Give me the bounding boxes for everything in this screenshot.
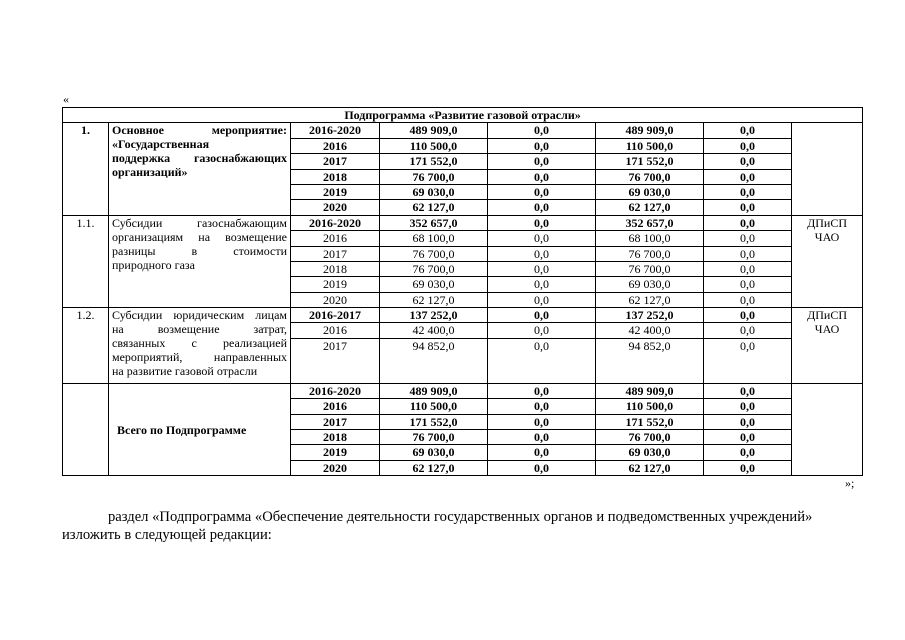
regional-cell: 69 030,0	[596, 445, 704, 460]
federal-cell: 0,0	[488, 123, 596, 138]
table-title: Подпрограмма «Развитие газовой отрасли»	[63, 108, 863, 123]
local-cell: 0,0	[704, 308, 792, 323]
total-cell: 94 852,0	[380, 338, 488, 383]
period-cell: 2020	[291, 460, 380, 475]
regional-cell: 69 030,0	[596, 184, 704, 199]
total-cell: 68 100,0	[380, 231, 488, 246]
local-cell: 0,0	[704, 231, 792, 246]
federal-cell: 0,0	[488, 445, 596, 460]
activity-description: Субсидии газоснабжающим организациям на возмещение разницы в стоимости природного газа	[109, 215, 291, 307]
local-cell: 0,0	[704, 246, 792, 261]
row-number: 1.1.	[63, 215, 109, 307]
period-cell: 2016-2020	[291, 215, 380, 230]
local-cell: 0,0	[704, 169, 792, 184]
regional-cell: 76 700,0	[596, 261, 704, 276]
regional-cell: 489 909,0	[596, 123, 704, 138]
local-cell: 0,0	[704, 200, 792, 215]
federal-cell: 0,0	[488, 308, 596, 323]
local-cell: 0,0	[704, 184, 792, 199]
period-cell: 2019	[291, 445, 380, 460]
total-cell: 171 552,0	[380, 414, 488, 429]
activity-description: Основное мероприятие: «Государственная поддержка газоснабжающих организаций»	[109, 123, 291, 215]
responsible-cell: ДПиСП ЧАО	[792, 308, 863, 384]
total-cell: 110 500,0	[380, 399, 488, 414]
federal-cell: 0,0	[488, 292, 596, 307]
local-cell: 0,0	[704, 338, 792, 383]
federal-cell: 0,0	[488, 383, 596, 398]
period-cell: 2016	[291, 323, 380, 338]
period-cell: 2019	[291, 277, 380, 292]
local-cell: 0,0	[704, 460, 792, 475]
period-cell: 2017	[291, 338, 380, 383]
regional-cell: 42 400,0	[596, 323, 704, 338]
total-cell: 489 909,0	[380, 383, 488, 398]
responsible-cell	[792, 123, 863, 215]
period-cell: 2017	[291, 246, 380, 261]
regional-cell: 62 127,0	[596, 200, 704, 215]
period-cell: 2016	[291, 138, 380, 153]
local-cell: 0,0	[704, 215, 792, 230]
local-cell: 0,0	[704, 383, 792, 398]
regional-cell: 62 127,0	[596, 460, 704, 475]
regional-cell: 76 700,0	[596, 430, 704, 445]
total-label: Всего по Подпрограмме	[109, 383, 291, 475]
regional-cell: 110 500,0	[596, 399, 704, 414]
period-cell: 2016-2020	[291, 123, 380, 138]
body-paragraph	[62, 508, 862, 544]
total-cell: 76 700,0	[380, 169, 488, 184]
table-row	[63, 215, 863, 230]
total-cell: 42 400,0	[380, 323, 488, 338]
local-cell: 0,0	[704, 399, 792, 414]
federal-cell: 0,0	[488, 154, 596, 169]
federal-cell: 0,0	[488, 138, 596, 153]
period-cell: 2016-2020	[291, 383, 380, 398]
local-cell: 0,0	[704, 445, 792, 460]
regional-cell: 171 552,0	[596, 154, 704, 169]
paragraph-line-2: изложить в следующей редакции:	[62, 527, 272, 543]
table-row	[63, 123, 863, 138]
total-cell: 62 127,0	[380, 200, 488, 215]
regional-cell: 76 700,0	[596, 246, 704, 261]
regional-cell: 110 500,0	[596, 138, 704, 153]
responsible-cell: ДПиСП ЧАО	[792, 215, 863, 307]
local-cell: 0,0	[704, 430, 792, 445]
period-cell: 2018	[291, 169, 380, 184]
period-cell: 2018	[291, 430, 380, 445]
local-cell: 0,0	[704, 277, 792, 292]
period-cell: 2017	[291, 154, 380, 169]
period-cell: 2018	[291, 261, 380, 276]
subprogram-table	[62, 107, 863, 476]
regional-cell: 68 100,0	[596, 231, 704, 246]
paragraph-line-1: раздел «Подпрограмма «Обеспечение деятельности государственных органов и подведомственных учреждений»	[108, 509, 813, 525]
federal-cell: 0,0	[488, 460, 596, 475]
local-cell: 0,0	[704, 414, 792, 429]
activity-description: Субсидии юридическим лицам на возмещение затрат, связанных с реализацией мероприятий, направленных на развитие газовой отрасли	[109, 308, 291, 384]
total-cell: 171 552,0	[380, 154, 488, 169]
total-cell: 137 252,0	[380, 308, 488, 323]
regional-cell: 62 127,0	[596, 292, 704, 307]
responsible-cell	[792, 383, 863, 475]
period-cell: 2019	[291, 184, 380, 199]
total-cell: 76 700,0	[380, 246, 488, 261]
federal-cell: 0,0	[488, 184, 596, 199]
total-cell: 76 700,0	[380, 430, 488, 445]
table-row	[63, 383, 863, 398]
period-cell: 2020	[291, 200, 380, 215]
period-cell: 2016	[291, 399, 380, 414]
total-cell: 69 030,0	[380, 184, 488, 199]
federal-cell: 0,0	[488, 200, 596, 215]
row-number: 1.	[63, 123, 109, 215]
regional-cell: 94 852,0	[596, 338, 704, 383]
local-cell: 0,0	[704, 323, 792, 338]
regional-cell: 489 909,0	[596, 383, 704, 398]
federal-cell: 0,0	[488, 338, 596, 383]
federal-cell: 0,0	[488, 231, 596, 246]
regional-cell: 69 030,0	[596, 277, 704, 292]
total-cell: 76 700,0	[380, 261, 488, 276]
regional-cell: 76 700,0	[596, 169, 704, 184]
table-row	[63, 308, 863, 323]
federal-cell: 0,0	[488, 323, 596, 338]
federal-cell: 0,0	[488, 430, 596, 445]
federal-cell: 0,0	[488, 277, 596, 292]
regional-cell: 137 252,0	[596, 308, 704, 323]
local-cell: 0,0	[704, 154, 792, 169]
total-cell: 62 127,0	[380, 460, 488, 475]
local-cell: 0,0	[704, 138, 792, 153]
closing-quote: »;	[845, 476, 855, 490]
period-cell: 2017	[291, 414, 380, 429]
total-cell: 352 657,0	[380, 215, 488, 230]
total-cell: 489 909,0	[380, 123, 488, 138]
table-title-row	[63, 108, 863, 123]
federal-cell: 0,0	[488, 414, 596, 429]
federal-cell: 0,0	[488, 215, 596, 230]
row-number: 1.2.	[63, 308, 109, 384]
total-cell: 62 127,0	[380, 292, 488, 307]
federal-cell: 0,0	[488, 399, 596, 414]
regional-cell: 352 657,0	[596, 215, 704, 230]
federal-cell: 0,0	[488, 261, 596, 276]
local-cell: 0,0	[704, 292, 792, 307]
total-cell: 69 030,0	[380, 445, 488, 460]
local-cell: 0,0	[704, 123, 792, 138]
total-cell: 69 030,0	[380, 277, 488, 292]
regional-cell: 171 552,0	[596, 414, 704, 429]
opening-quote: «	[63, 92, 69, 106]
federal-cell: 0,0	[488, 169, 596, 184]
local-cell: 0,0	[704, 261, 792, 276]
period-cell: 2016	[291, 231, 380, 246]
total-cell: 110 500,0	[380, 138, 488, 153]
period-cell: 2020	[291, 292, 380, 307]
federal-cell: 0,0	[488, 246, 596, 261]
total-number-cell	[63, 383, 109, 475]
period-cell: 2016-2017	[291, 308, 380, 323]
